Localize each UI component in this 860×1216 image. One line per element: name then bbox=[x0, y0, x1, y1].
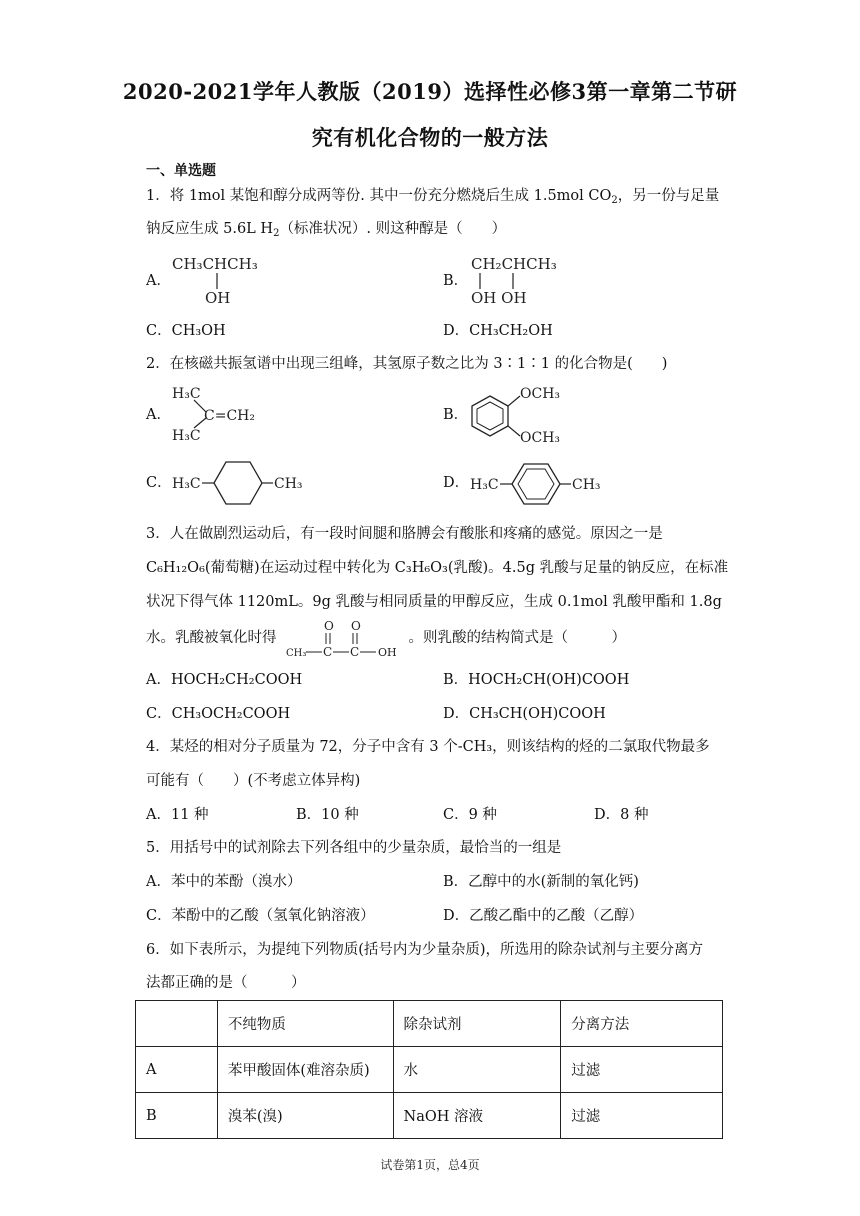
q3-line1: 3．人在做剧烈运动后，有一段时间腿和胳膊会有酸胀和疼痛的感觉。原因之一是 bbox=[146, 526, 663, 542]
q4-option-d: D．8 种 bbox=[594, 807, 649, 823]
q3-option-a: A．HOCH₂CH₂COOH bbox=[146, 672, 303, 688]
q2-option-b-label: B． bbox=[443, 407, 469, 423]
section-heading: 一、单选题 bbox=[146, 163, 216, 179]
q3-struct-c1: C bbox=[323, 645, 333, 659]
table-header-cell: 不纯物质 bbox=[217, 1001, 393, 1047]
q5-option-d: D．乙酸乙酯中的乙酸（乙醇） bbox=[443, 908, 644, 924]
q3-line3: 状况下得气体 1120mL。9g 乳酸与相同质量的甲醇反应，生成 0.1mol 乳酸甲酯和 1.8g bbox=[146, 594, 722, 610]
q3-oxidation-product-structure bbox=[284, 618, 408, 660]
q3-line2: C₆H₁₂O₆(葡萄糖)在运动过程中转化为 C₃H₆O₃(乳酸)。4.5g 乳酸与足量的钠反应，在标准 bbox=[146, 560, 729, 576]
q3-struct-c2: C bbox=[350, 645, 360, 659]
q1-b-bottom-text: OH OH bbox=[471, 289, 527, 307]
q4-option-b: B．10 种 bbox=[296, 807, 359, 823]
q1-option-b-structure bbox=[469, 255, 579, 307]
q3-option-d: D．CH₃CH(OH)COOH bbox=[443, 706, 606, 722]
q3-option-c: C．CH₃OCH₂COOH bbox=[146, 706, 291, 722]
table-cell: A bbox=[136, 1047, 218, 1093]
q5-option-b: B．乙醇中的水(新制的氧化钙) bbox=[443, 874, 639, 890]
q5-option-c: C．苯酚中的乙酸（氢氧化钠溶液） bbox=[146, 908, 375, 924]
q3-struct-ch3: CH₃ bbox=[286, 648, 307, 659]
q1-b-top-text: CH₂CHCH₃ bbox=[471, 255, 557, 273]
q3-line4 bbox=[146, 628, 726, 648]
q2-a-h3c-bottom: H₃C bbox=[172, 428, 201, 444]
q1-a-top-text: CH₃CHCH₃ bbox=[172, 255, 258, 273]
q3-struct-o1: O bbox=[324, 619, 334, 633]
q3-line4-start: 水。乳酸被氧化时得 bbox=[146, 630, 277, 646]
q2-d-right: CH₃ bbox=[572, 477, 601, 493]
q4-option-a: A．11 种 bbox=[146, 807, 209, 823]
q4-line1: 4．某烃的相对分子质量为 72，分子中含有 3 个-CH₃，则该结构的烃的二氯取代物最多 bbox=[146, 739, 710, 755]
q5-stem: 5．用括号中的试剂除去下列各组中的少量杂质，最恰当的一组是 bbox=[146, 840, 562, 856]
table-row bbox=[136, 1093, 723, 1139]
table-cell: NaOH 溶液 bbox=[393, 1093, 561, 1139]
page-footer: 试卷第1页，总4页 bbox=[380, 1158, 480, 1172]
table-header-cell: 除杂试剂 bbox=[393, 1001, 561, 1047]
q1-option-a-structure bbox=[170, 255, 280, 307]
q2-c-right: CH₃ bbox=[274, 476, 303, 492]
q2-c-left: H₃C bbox=[172, 476, 201, 492]
q2-option-c-structure bbox=[170, 454, 305, 514]
q2-option-b-structure bbox=[468, 380, 568, 448]
q1-a-bottom-text: OH bbox=[205, 289, 231, 307]
table-header-cell bbox=[136, 1001, 218, 1047]
table-cell: 水 bbox=[393, 1047, 561, 1093]
q3-struct-o2: O bbox=[351, 619, 361, 633]
table-header-row bbox=[136, 1001, 723, 1047]
page-title-line1: 2020-2021学年人教版（2019）选择性必修3第一章第二节研 bbox=[122, 79, 738, 104]
q2-option-d-label: D． bbox=[443, 475, 470, 491]
q2-stem: 2．在核磁共振氢谱中出现三组峰，其氢原子数之比为 3∶1∶1 的化合物是( ) bbox=[146, 356, 668, 372]
table-row bbox=[136, 1047, 723, 1093]
q2-a-right: C=CH₂ bbox=[204, 408, 255, 424]
q2-b-och3-bottom: OCH₃ bbox=[520, 430, 561, 446]
q1-line1: 1．将 1mol 某饱和醇分成两等份. 其中一份充分燃烧后生成 1.5mol $CO_2$，另一份与足量 bbox=[146, 188, 720, 206]
q1-option-a-label: A． bbox=[146, 273, 171, 289]
q6-line2: 法都正确的是（ ） bbox=[146, 975, 306, 991]
table-header-cell: 分离方法 bbox=[561, 1001, 723, 1047]
q2-d-left: H₃C bbox=[470, 477, 499, 493]
table-cell: 过滤 bbox=[561, 1047, 723, 1093]
q4-line2: 可能有（ ）(不考虑立体异构) bbox=[146, 773, 361, 789]
q3-line4-end: 。则乳酸的结构简式是（ ） bbox=[408, 630, 626, 646]
q3-struct-oh: OH bbox=[378, 646, 397, 659]
q3-option-b: B．HOCH₂CH(OH)COOH bbox=[443, 672, 630, 688]
table-cell: 过滤 bbox=[561, 1093, 723, 1139]
q1-option-d: D．CH₃CH₂OH bbox=[443, 323, 553, 339]
q6-line1: 6．如下表所示，为提纯下列物质(括号内为少量杂质)，所选用的除杂试剂与主要分离方 bbox=[146, 942, 704, 958]
table-cell: B bbox=[136, 1093, 218, 1139]
q2-option-c-label: C． bbox=[146, 475, 172, 491]
q1-line2: 钠反应生成 5.6L $H_2$（标准状况）. 则这种醇是（ ） bbox=[146, 221, 507, 239]
q2-option-a-structure bbox=[170, 384, 265, 444]
q6-table bbox=[135, 1000, 723, 1139]
q5-option-a: A．苯中的苯酚（溴水） bbox=[146, 874, 302, 890]
q2-option-d-structure bbox=[468, 456, 603, 512]
q1-option-c: C．CH₃OH bbox=[146, 323, 226, 339]
table-cell: 溴苯(溴) bbox=[217, 1093, 393, 1139]
q2-b-och3-top: OCH₃ bbox=[520, 386, 561, 402]
q2-option-a-label: A． bbox=[146, 407, 171, 423]
q4-option-c: C．9 种 bbox=[443, 807, 497, 823]
q2-a-h3c-top: H₃C bbox=[172, 386, 201, 402]
table-cell: 苯甲酸固体(难溶杂质) bbox=[217, 1047, 393, 1093]
q1-option-b-label: B． bbox=[443, 273, 469, 289]
page-title-line2: 究有机化合物的一般方法 bbox=[311, 125, 549, 150]
